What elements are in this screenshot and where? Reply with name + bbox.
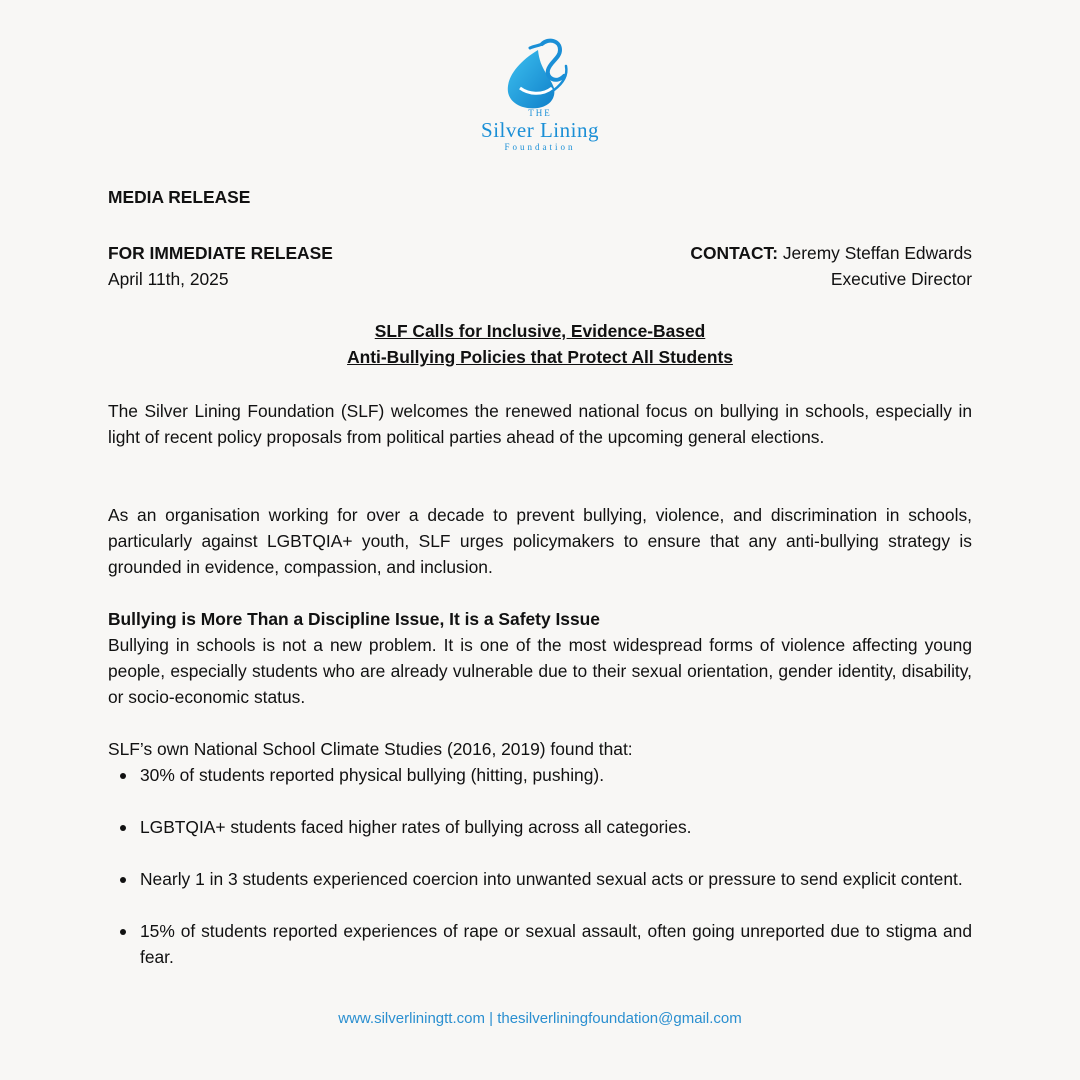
media-release-label: MEDIA RELEASE: [108, 187, 251, 207]
release-date: April 11th, 2025: [108, 269, 229, 289]
findings-list: [108, 762, 972, 970]
logo-the-text: THE: [528, 108, 552, 118]
immediate-release-label: FOR IMMEDIATE RELEASE: [108, 243, 333, 263]
logo-name-text: Silver Lining: [481, 118, 599, 142]
list-item: 15% of students reported experiences of rape or sexual assault, often going unreported due to stigma and fear.: [108, 918, 972, 970]
contact-name: Jeremy Steffan Edwards: [782, 243, 972, 263]
contact-label: CONTACT:: [690, 243, 779, 263]
swan-logo-icon: [498, 36, 582, 112]
paragraph-studies: SLF’s own National School Climate Studies (2016, 2019) found that:: [108, 739, 633, 759]
release-title: [108, 318, 972, 370]
paragraph-bullying: Bullying in schools is not a new problem. It is one of the most widespread forms of violence affecting young people, especially students who are already vulnerable due to their sexual orientation, gender identity, disability, or socio-economic status.: [108, 635, 972, 707]
foundation-logo: [432, 36, 648, 156]
paragraph-organisation: As an organisation working for over a decade to prevent bullying, violence, and discrimination in schools, particularly against LGBTQIA+ youth, SLF urges policymakers to ensure that any anti-bullying strategy is grounded in evidence, compassion, and inclusion.: [108, 505, 972, 577]
contact-role: Executive Director: [830, 269, 972, 289]
contact-line: [690, 240, 972, 266]
section-heading: Bullying is More Than a Discipline Issue, It is a Safety Issue: [108, 609, 600, 629]
footer-contact-links[interactable]: www.silverliningtt.com | thesilverliningfoundation@gmail.com: [338, 1010, 742, 1027]
title-line-2: Anti-Bullying Policies that Protect All Students: [347, 347, 733, 367]
title-line-1: SLF Calls for Inclusive, Evidence-Based: [374, 321, 706, 341]
list-item: Nearly 1 in 3 students experienced coercion into unwanted sexual acts or pressure to send explicit content.: [108, 866, 972, 892]
paragraph-intro: The Silver Lining Foundation (SLF) welcomes the renewed national focus on bullying in schools, especially in light of recent policy proposals from political parties ahead of the upcoming general elections.: [108, 401, 972, 447]
logo-sub-text: Foundation: [504, 142, 576, 152]
list-item: LGBTQIA+ students faced higher rates of bullying across all categories.: [108, 814, 972, 840]
list-item: 30% of students reported physical bullying (hitting, pushing).: [108, 762, 972, 788]
